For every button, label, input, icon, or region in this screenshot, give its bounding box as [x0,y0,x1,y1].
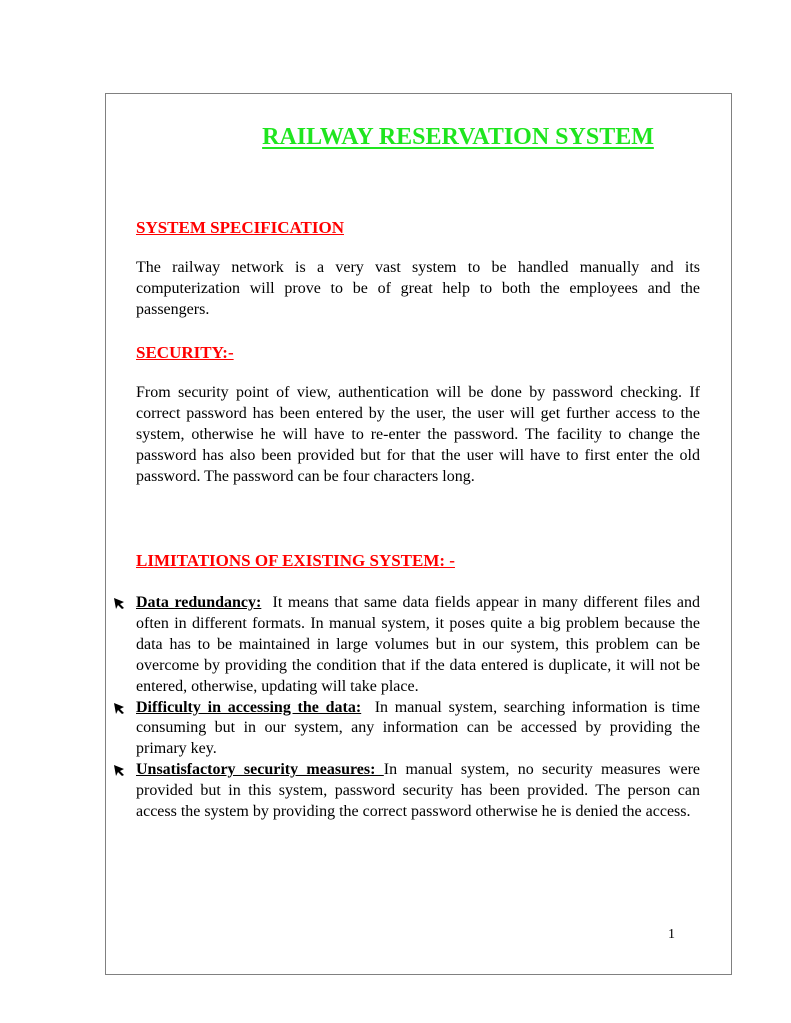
document-title: RAILWAY RESERVATION SYSTEM [262,124,654,150]
list-item-difficulty-accessing-data [110,698,700,761]
list-item-data-redundancy [110,593,700,698]
arrow-bullet-icon [113,702,125,715]
limitations-list [110,593,700,823]
heading-security: SECURITY:- [136,343,234,362]
term-description: In manual system, no security measures were provided but in this system, password security has been provided. The person can access the system by providing the correct password otherwise he is denied the access. [136,761,700,821]
paragraph-security: From security point of view, authentication will be done by password checking. If correct password has been entered by the user, the user will get further access to the system, otherwise he will have to re-enter the password. The facility to change the password has also been provided but for that the user will have to first enter the old password. The password can be four characters long. [136,384,700,485]
arrow-bullet-icon [113,597,125,610]
term-description: In manual system, searching information is time consuming but in our system, any information can be accessed by providing the primary key. [136,698,701,758]
paragraph-system-specification: The railway network is a very vast system to be handled manually and its computerization will prove to be of great help to both the employees and the passengers. [136,259,700,318]
term-label: Unsatisfactory security measures: [136,761,384,779]
term-label: Difficulty in accessing the data: [136,698,362,716]
term-label: Data redundancy: [136,594,262,611]
arrow-bullet-icon [113,764,125,777]
heading-system-specification: SYSTEM SPECIFICATION [136,218,344,237]
term-description: It means that same data fields appear in many different files and often in different formats. In manual system, it poses quite a big problem because the data has to be maintained in large volumes but in our system, this problem can be overcome by providing the condition that if the data entered is duplicate, it will not be entered, otherwise, updating will take place. [136,594,700,695]
heading-limitations: LIMITATIONS OF EXISTING SYSTEM: - [136,551,455,570]
page-number: 1 [668,927,675,942]
list-item-unsatisfactory-security [110,760,700,823]
